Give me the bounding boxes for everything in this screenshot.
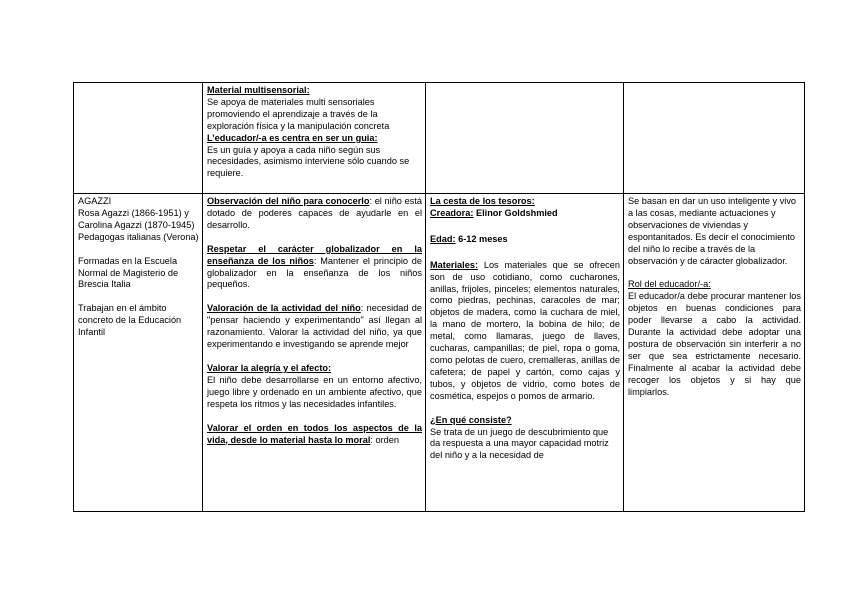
materials-paragraph: Materiales: Los materiales que se ofrecen son de uso cotidiano, como cucharones, anillas, frijoles, pinceles; elementos naturales, como piedras, pechinas, caracoles de mar; objetos de madera, como la cuchara de miel, la mano de mortero, la bobina de hilo; de metal, como llamaras, juego de llaves, cucharas, campanillas; de piel, ropa o goma, como pelotas de cuero, cremalleras, anillas de cafetera; de papel y cartón, como cajas y tubos, y objetos de vidrio, como botes de cosmética, espejos o pomos de armario. [430, 259, 620, 401]
authors-role: Pedagogas italianas (Verona) [78, 231, 199, 242]
row1-col2-cell [203, 83, 426, 194]
basis-text: Se basan en dar un uso inteligente y vivo a las cosas, mediante actuaciones y observaciones de viviendas y espontanitados. Es decir el conocimiento del niño lo recibe a través de la observación y de cáracter globalizador. [628, 196, 797, 266]
authors-formation: Formadas en la Escuela Normal de Magisterio de Brescia Italia [78, 255, 179, 290]
guide-text: Es un guía y apoya a cada niño según sus necesidades, asimismo interviene sólo cuando se requiere. [207, 144, 410, 179]
row1-col3-cell [426, 83, 624, 194]
educator-role-text: El educador/a debe procurar mantener los objetos en buenas condiciones para poder llevarse a cabo la actividad. Durante la actividad debe adoptar una postura de observación sin interferir a no ser que sea estrictamente necesario. Finalmente al acabar la actividad debe recoger los objetos y si hay que limpiarlos. [628, 291, 801, 397]
principle-observation: Observación del niño para conocerlo: el niño está dotado de poderes capaces de ayudarle en el desarrollo. [207, 196, 422, 230]
table-row [74, 83, 805, 194]
row1-col1-cell [74, 83, 203, 194]
multisensory-text: Se apoya de materiales multi sensoriales promoviendo el aprendizaje a través de la exploración física y la manipulación concreta [207, 96, 390, 131]
principle-activity: Valoración de la actividad del niño: necesidad de "pensar haciendo y experimentando" así llegan al razonamiento. Valorar la actividad del niño, ya que experimentando e investigando se aprende mejor [207, 303, 422, 350]
principle-joy-text: El niño debe desarrollarse en un entorno afectivo, juego libre y ordenado en un ambiente afectivo, que respeta los ritmos y las necesidades infantiles. [207, 374, 422, 409]
guide-title: L’educador/-a es centra en ser un guia: [207, 132, 378, 143]
basket-title: La cesta de los tesoros: [430, 196, 535, 206]
educator-role-title: Rol del educador/-a: [628, 279, 711, 290]
principle-order: Valorar el orden en todos los aspectos de la vida, desde lo material hasta lo moral: orden [207, 422, 422, 445]
authors: Rosa Agazzi (1866-1951) y Carolina Agazzi (1870-1945) [78, 207, 195, 230]
question-title: ¿En qué consiste? [430, 414, 512, 425]
authors-work: Trabajan en el ámbito concreto de la Educación Infantil [78, 303, 182, 338]
principle-globalizer: Respetar el carácter globalizador en la enseñanza de los niños: Mantener el principio de globalizador en la enseñanza de los niños pequeños. [207, 243, 422, 290]
table-row [74, 194, 805, 512]
question-answer: Se trata de un juego de descubrimiento que da respuesta a una mayor capacidad motriz del niño y a la necesidad de [430, 426, 609, 461]
content-table [73, 82, 805, 512]
row2-col2-cell [203, 194, 426, 512]
row2-col3-cell [426, 194, 624, 512]
principle-joy-title: Valorar la alegría y el afecto: [207, 362, 332, 373]
method-name: AGAZZI [78, 196, 112, 206]
age-line: Edad: 6-12 meses [430, 233, 508, 244]
creator-line: Creadora: Elinor Goldshmied [430, 207, 558, 218]
row1-col4-cell [624, 83, 805, 194]
row2-col1-cell [74, 194, 203, 512]
multisensory-title: Material multisensorial: [207, 85, 310, 95]
row2-col4-cell [624, 194, 805, 512]
